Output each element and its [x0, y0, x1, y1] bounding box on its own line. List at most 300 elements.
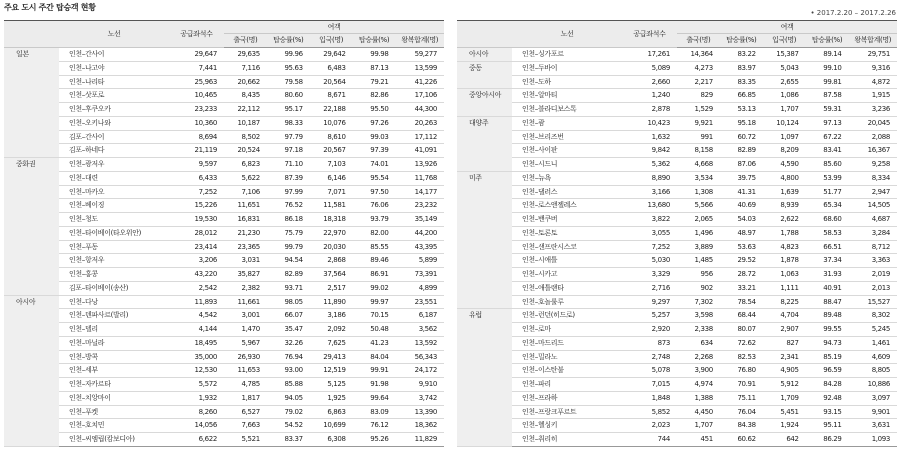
- cell-departure: 3,900: [677, 364, 720, 378]
- cell-arrival: 2,341: [763, 350, 806, 364]
- cell-departure-rate: 79.58: [267, 75, 310, 89]
- table-row: [4, 226, 444, 240]
- cell-seats: 18,495: [169, 336, 224, 350]
- cell-round-trip-total: 17,106: [396, 89, 444, 103]
- cell-seats: 7,015: [622, 378, 677, 392]
- cell-departure-rate: 66.07: [267, 309, 310, 323]
- cell-region: [4, 336, 59, 350]
- cell-seats: 6,433: [169, 171, 224, 185]
- cell-departure-rate: 95.17: [267, 103, 310, 117]
- cell-round-trip-total: 1,915: [849, 89, 897, 103]
- cell-departure: 2,338: [677, 323, 720, 337]
- cell-round-trip-total: 44,300: [396, 103, 444, 117]
- table-row: [457, 364, 897, 378]
- cell-region: [457, 130, 512, 144]
- cell-region: [457, 323, 512, 337]
- cell-departure-rate: 84.38: [720, 419, 763, 433]
- cell-seats: 3,206: [169, 254, 224, 268]
- cell-route: 인천–댈러스: [512, 185, 622, 199]
- cell-round-trip-total: 3,097: [849, 391, 897, 405]
- cell-route: 인천–광저우: [59, 158, 169, 172]
- cell-arrival: 5,912: [763, 378, 806, 392]
- cell-departure: 7,302: [677, 295, 720, 309]
- cell-arrival: 642: [763, 433, 806, 447]
- cell-departure: 829: [677, 89, 720, 103]
- cell-route: 인천–런던(히드로): [512, 309, 622, 323]
- cell-departure: 634: [677, 336, 720, 350]
- cell-arrival-rate: 68.60: [806, 213, 849, 227]
- cell-seats: 4,144: [169, 323, 224, 337]
- cell-departure: 451: [677, 433, 720, 447]
- cell-departure: 991: [677, 130, 720, 144]
- table-row: [4, 75, 444, 89]
- cell-seats: 2,748: [622, 350, 677, 364]
- cell-seats: 3,329: [622, 268, 677, 282]
- cell-route: 김포–하네다: [59, 144, 169, 158]
- table-row: [4, 281, 444, 295]
- cell-seats: 28,012: [169, 226, 224, 240]
- table-row: [457, 116, 897, 130]
- cell-arrival-rate: 58.53: [806, 226, 849, 240]
- cell-round-trip-total: 2,013: [849, 281, 897, 295]
- cell-seats: 9,597: [169, 158, 224, 172]
- cell-departure-rate: 72.62: [720, 336, 763, 350]
- cell-departure: 16,831: [224, 213, 267, 227]
- cell-seats: 25,963: [169, 75, 224, 89]
- table-row: [4, 419, 444, 433]
- cell-departure-rate: 79.02: [267, 405, 310, 419]
- cell-region: [4, 89, 59, 103]
- cell-arrival-rate: 74.01: [353, 158, 396, 172]
- cell-arrival-rate: 70.15: [353, 309, 396, 323]
- table-row: [4, 254, 444, 268]
- cell-seats: 7,441: [169, 61, 224, 75]
- cell-seats: 3,055: [622, 226, 677, 240]
- cell-arrival-rate: 85.60: [806, 158, 849, 172]
- table-row: [457, 433, 897, 447]
- header-round-trip-total: 왕복합계(명): [396, 34, 444, 48]
- cell-route: 인천–도하: [512, 75, 622, 89]
- table-row: [457, 103, 897, 117]
- cell-departure-rate: 35.47: [267, 323, 310, 337]
- header-arrival: 입국(명): [310, 34, 353, 48]
- cell-route: 인천–프랑크푸르트: [512, 405, 622, 419]
- cell-departure: 1,529: [677, 103, 720, 117]
- cell-route: 인천–밴쿠버: [512, 213, 622, 227]
- cell-round-trip-total: 14,505: [849, 199, 897, 213]
- cell-arrival: 8,610: [310, 130, 353, 144]
- cell-arrival-rate: 99.81: [806, 75, 849, 89]
- cell-round-trip-total: 15,527: [849, 295, 897, 309]
- cell-arrival: 1,709: [763, 391, 806, 405]
- cell-departure-rate: 97.79: [267, 130, 310, 144]
- cell-round-trip-total: 17,112: [396, 130, 444, 144]
- table-row: [4, 391, 444, 405]
- cell-seats: 43,220: [169, 268, 224, 282]
- cell-arrival-rate: 84.28: [806, 378, 849, 392]
- table-row: [4, 185, 444, 199]
- cell-route: 인천–삿포로: [59, 89, 169, 103]
- cell-round-trip-total: 4,872: [849, 75, 897, 89]
- cell-departure: 5,521: [224, 433, 267, 447]
- table-row: [4, 171, 444, 185]
- cell-arrival: 1,925: [310, 391, 353, 405]
- cell-arrival-rate: 83.41: [806, 144, 849, 158]
- cell-route: 인천–싱가포르: [512, 48, 622, 62]
- cell-seats: 1,932: [169, 391, 224, 405]
- cell-region: [457, 364, 512, 378]
- cell-arrival: 2,092: [310, 323, 353, 337]
- cell-arrival-rate: 95.54: [353, 171, 396, 185]
- cell-arrival-rate: 95.50: [353, 103, 396, 117]
- cell-departure: 9,921: [677, 116, 720, 130]
- cell-departure-rate: 97.18: [267, 144, 310, 158]
- table-row: [457, 171, 897, 185]
- cell-seats: 3,166: [622, 185, 677, 199]
- cell-round-trip-total: 1,461: [849, 336, 897, 350]
- cell-arrival-rate: 93.15: [806, 405, 849, 419]
- cell-departure: 4,974: [677, 378, 720, 392]
- cell-route: 인천–로마: [512, 323, 622, 337]
- cell-arrival-rate: 85.19: [806, 350, 849, 364]
- cell-arrival-rate: 96.59: [806, 364, 849, 378]
- cell-departure: 4,450: [677, 405, 720, 419]
- cell-arrival: 6,146: [310, 171, 353, 185]
- header-departure: 출국(명): [677, 34, 720, 48]
- cell-region: [4, 405, 59, 419]
- cell-round-trip-total: 29,751: [849, 48, 897, 62]
- header-seats: 공급좌석수: [169, 21, 224, 48]
- cell-seats: 5,030: [622, 254, 677, 268]
- cell-arrival-rate: 53.99: [806, 171, 849, 185]
- cell-seats: 21,119: [169, 144, 224, 158]
- cell-round-trip-total: 16,367: [849, 144, 897, 158]
- cell-arrival-rate: 50.48: [353, 323, 396, 337]
- cell-round-trip-total: 23,551: [396, 295, 444, 309]
- cell-arrival: 20,567: [310, 144, 353, 158]
- table-row: [4, 350, 444, 364]
- cell-arrival-rate: 97.13: [806, 116, 849, 130]
- cell-departure-rate: 80.60: [267, 89, 310, 103]
- cell-seats: 2,023: [622, 419, 677, 433]
- cell-round-trip-total: 4,609: [849, 350, 897, 364]
- cell-route: 인천–방콕: [59, 350, 169, 364]
- cell-departure: 14,364: [677, 48, 720, 62]
- cell-route: 인천–호놀룰루: [512, 295, 622, 309]
- cell-region: [4, 240, 59, 254]
- cell-route: 인천–덴파사르(발리): [59, 309, 169, 323]
- cell-route: 인천–마닐라: [59, 336, 169, 350]
- cell-departure-rate: 82.89: [267, 268, 310, 282]
- cell-route: 인천–괌: [512, 116, 622, 130]
- cell-round-trip-total: 5,899: [396, 254, 444, 268]
- cell-seats: 12,530: [169, 364, 224, 378]
- cell-route: 인천–뉴욕: [512, 171, 622, 185]
- cell-departure-rate: 76.52: [267, 199, 310, 213]
- cell-route: 인천–토론토: [512, 226, 622, 240]
- cell-arrival: 37,564: [310, 268, 353, 282]
- cell-arrival: 15,387: [763, 48, 806, 62]
- cell-route: 인천–파리: [512, 378, 622, 392]
- cell-arrival: 5,043: [763, 61, 806, 75]
- cell-departure-rate: 82.89: [720, 144, 763, 158]
- cell-departure-rate: 78.54: [720, 295, 763, 309]
- cell-round-trip-total: 3,284: [849, 226, 897, 240]
- table-row: [4, 213, 444, 227]
- table-row: [4, 158, 444, 172]
- cell-arrival: 5,451: [763, 405, 806, 419]
- table-row: [457, 391, 897, 405]
- table-row: [457, 378, 897, 392]
- cell-arrival-rate: 76.06: [353, 199, 396, 213]
- cell-departure: 8,158: [677, 144, 720, 158]
- cell-region: [4, 391, 59, 405]
- cell-round-trip-total: 2,019: [849, 268, 897, 282]
- date-range: • 2017.2.20 – 2017.2.26: [810, 9, 896, 17]
- cell-departure-rate: 99.96: [267, 48, 310, 62]
- cell-departure: 20,662: [224, 75, 267, 89]
- cell-arrival: 22,970: [310, 226, 353, 240]
- cell-route: 인천–델리: [59, 323, 169, 337]
- cell-seats: 15,226: [169, 199, 224, 213]
- cell-arrival-rate: 85.55: [353, 240, 396, 254]
- cell-region: [4, 199, 59, 213]
- cell-region: [4, 116, 59, 130]
- cell-departure-rate: 71.10: [267, 158, 310, 172]
- cell-departure: 6,527: [224, 405, 267, 419]
- cell-region: [457, 391, 512, 405]
- cell-region: [4, 254, 59, 268]
- cell-departure-rate: 93.71: [267, 281, 310, 295]
- cell-seats: 8,694: [169, 130, 224, 144]
- header-arrival: 입국(명): [763, 34, 806, 48]
- cell-region: 중앙아시아: [457, 89, 512, 103]
- cell-region: [4, 323, 59, 337]
- table-row: [457, 350, 897, 364]
- cell-departure-rate: 60.62: [720, 433, 763, 447]
- cell-departure-rate: 48.97: [720, 226, 763, 240]
- cell-region: [4, 61, 59, 75]
- cell-round-trip-total: 13,592: [396, 336, 444, 350]
- cell-departure-rate: 99.79: [267, 240, 310, 254]
- cell-route: 인천–애틀랜타: [512, 281, 622, 295]
- cell-route: 인천–마카오: [59, 185, 169, 199]
- cell-departure-rate: 98.05: [267, 295, 310, 309]
- cell-departure: 7,106: [224, 185, 267, 199]
- cell-region: [4, 75, 59, 89]
- table-row: [457, 254, 897, 268]
- cell-arrival: 6,308: [310, 433, 353, 447]
- cell-arrival-rate: 99.10: [806, 61, 849, 75]
- cell-seats: 2,716: [622, 281, 677, 295]
- table-row: [457, 268, 897, 282]
- cell-arrival: 1,063: [763, 268, 806, 282]
- cell-route: 인천–항저우: [59, 254, 169, 268]
- right-table-body: [457, 48, 897, 447]
- cell-departure-rate: 87.06: [720, 158, 763, 172]
- cell-departure: 6,823: [224, 158, 267, 172]
- cell-arrival: 10,076: [310, 116, 353, 130]
- cell-arrival: 22,188: [310, 103, 353, 117]
- cell-region: 유럽: [457, 309, 512, 323]
- cell-route: 인천–프라하: [512, 391, 622, 405]
- table-row: [4, 116, 444, 130]
- cell-region: [4, 433, 59, 447]
- cell-departure: 5,967: [224, 336, 267, 350]
- cell-region: 미주: [457, 171, 512, 185]
- cell-departure: 3,598: [677, 309, 720, 323]
- cell-region: [457, 144, 512, 158]
- cell-round-trip-total: 11,768: [396, 171, 444, 185]
- cell-region: 일본: [4, 48, 59, 62]
- cell-arrival: 827: [763, 336, 806, 350]
- table-row: [457, 295, 897, 309]
- header-departure-rate: 탑승률(%): [267, 34, 310, 48]
- cell-round-trip-total: 3,631: [849, 419, 897, 433]
- cell-region: [457, 199, 512, 213]
- table-row: [4, 130, 444, 144]
- cell-arrival: 10,124: [763, 116, 806, 130]
- cell-route: 인천–후쿠오카: [59, 103, 169, 117]
- cell-arrival-rate: 87.58: [806, 89, 849, 103]
- cell-arrival: 1,097: [763, 130, 806, 144]
- cell-arrival-rate: 31.93: [806, 268, 849, 282]
- cell-arrival: 4,704: [763, 309, 806, 323]
- table-row: [4, 336, 444, 350]
- cell-seats: 13,680: [622, 199, 677, 213]
- cell-route: 인천–이스탄불: [512, 364, 622, 378]
- cell-round-trip-total: 3,742: [396, 391, 444, 405]
- cell-region: 중동: [457, 61, 512, 75]
- cell-route: 인천–두바이: [512, 61, 622, 75]
- cell-departure-rate: 76.94: [267, 350, 310, 364]
- cell-arrival-rate: 79.21: [353, 75, 396, 89]
- cell-route: 인천–타이베이(타오위안): [59, 226, 169, 240]
- cell-arrival: 2,622: [763, 213, 806, 227]
- cell-round-trip-total: 11,829: [396, 433, 444, 447]
- cell-round-trip-total: 23,232: [396, 199, 444, 213]
- cell-region: [4, 171, 59, 185]
- cell-seats: 5,089: [622, 61, 677, 75]
- cell-arrival: 11,581: [310, 199, 353, 213]
- cell-arrival-rate: 94.73: [806, 336, 849, 350]
- cell-departure: 7,663: [224, 419, 267, 433]
- cell-arrival: 4,905: [763, 364, 806, 378]
- cell-seats: 23,233: [169, 103, 224, 117]
- cell-departure-rate: 40.69: [720, 199, 763, 213]
- cell-seats: 35,000: [169, 350, 224, 364]
- cell-departure: 7,116: [224, 61, 267, 75]
- header-arrival-rate: 탑승률(%): [353, 34, 396, 48]
- cell-round-trip-total: 8,302: [849, 309, 897, 323]
- cell-region: [457, 213, 512, 227]
- page-title: 주요 도시 주간 탑승객 현황: [4, 3, 96, 12]
- cell-region: [457, 103, 512, 117]
- cell-seats: 2,920: [622, 323, 677, 337]
- cell-round-trip-total: 8,805: [849, 364, 897, 378]
- cell-region: 아시아: [457, 48, 512, 62]
- cell-round-trip-total: 41,091: [396, 144, 444, 158]
- cell-seats: 11,893: [169, 295, 224, 309]
- table-row: [457, 48, 897, 62]
- cell-region: [457, 419, 512, 433]
- cell-seats: 5,852: [622, 405, 677, 419]
- cell-route: 인천–다낭: [59, 295, 169, 309]
- cell-departure-rate: 94.54: [267, 254, 310, 268]
- cell-departure: 4,273: [677, 61, 720, 75]
- table-row: [4, 378, 444, 392]
- cell-arrival-rate: 97.39: [353, 144, 396, 158]
- cell-round-trip-total: 13,390: [396, 405, 444, 419]
- cell-arrival: 2,907: [763, 323, 806, 337]
- cell-region: [457, 405, 512, 419]
- cell-region: [457, 226, 512, 240]
- table-row: [457, 185, 897, 199]
- cell-region: [4, 364, 59, 378]
- cell-departure: 2,065: [677, 213, 720, 227]
- cell-departure: 1,308: [677, 185, 720, 199]
- cell-arrival-rate: 99.64: [353, 391, 396, 405]
- cell-departure: 2,268: [677, 350, 720, 364]
- cell-arrival-rate: 91.98: [353, 378, 396, 392]
- cell-region: [4, 268, 59, 282]
- cell-seats: 7,252: [169, 185, 224, 199]
- cell-seats: 23,414: [169, 240, 224, 254]
- table-row: [457, 281, 897, 295]
- cell-arrival-rate: 86.29: [806, 433, 849, 447]
- left-table-body: [4, 48, 444, 447]
- cell-route: 인천–푸동: [59, 240, 169, 254]
- cell-route: 인천–나리타: [59, 75, 169, 89]
- header-departure: 출국(명): [224, 34, 267, 48]
- cell-seats: 5,078: [622, 364, 677, 378]
- cell-arrival-rate: 82.00: [353, 226, 396, 240]
- cell-departure: 1,388: [677, 391, 720, 405]
- cell-departure: 1,817: [224, 391, 267, 405]
- table-row: [4, 103, 444, 117]
- cell-region: [457, 158, 512, 172]
- cell-arrival: 29,642: [310, 48, 353, 62]
- cell-seats: 3,822: [622, 213, 677, 227]
- cell-departure: 29,635: [224, 48, 267, 62]
- cell-departure-rate: 82.53: [720, 350, 763, 364]
- header-passenger-group: 여객: [677, 21, 897, 34]
- header-route: 노선: [512, 21, 622, 48]
- table-row: [457, 323, 897, 337]
- table-row: [4, 144, 444, 158]
- cell-route: 인천–대련: [59, 171, 169, 185]
- cell-arrival: 1,111: [763, 281, 806, 295]
- cell-round-trip-total: 6,187: [396, 309, 444, 323]
- cell-arrival-rate: 51.77: [806, 185, 849, 199]
- cell-arrival: 4,590: [763, 158, 806, 172]
- cell-round-trip-total: 35,149: [396, 213, 444, 227]
- cell-departure-rate: 83.22: [720, 48, 763, 62]
- cell-departure-rate: 32.26: [267, 336, 310, 350]
- cell-seats: 8,260: [169, 405, 224, 419]
- cell-route: 인천–샌프란시스코: [512, 240, 622, 254]
- cell-arrival-rate: 99.97: [353, 295, 396, 309]
- cell-region: [457, 336, 512, 350]
- cell-arrival: 20,030: [310, 240, 353, 254]
- cell-region: [457, 433, 512, 447]
- cell-arrival: 7,071: [310, 185, 353, 199]
- cell-region: 중화권: [4, 158, 59, 172]
- cell-seats: 2,660: [622, 75, 677, 89]
- cell-round-trip-total: 9,901: [849, 405, 897, 419]
- table-row: [4, 405, 444, 419]
- cell-arrival-rate: 87.13: [353, 61, 396, 75]
